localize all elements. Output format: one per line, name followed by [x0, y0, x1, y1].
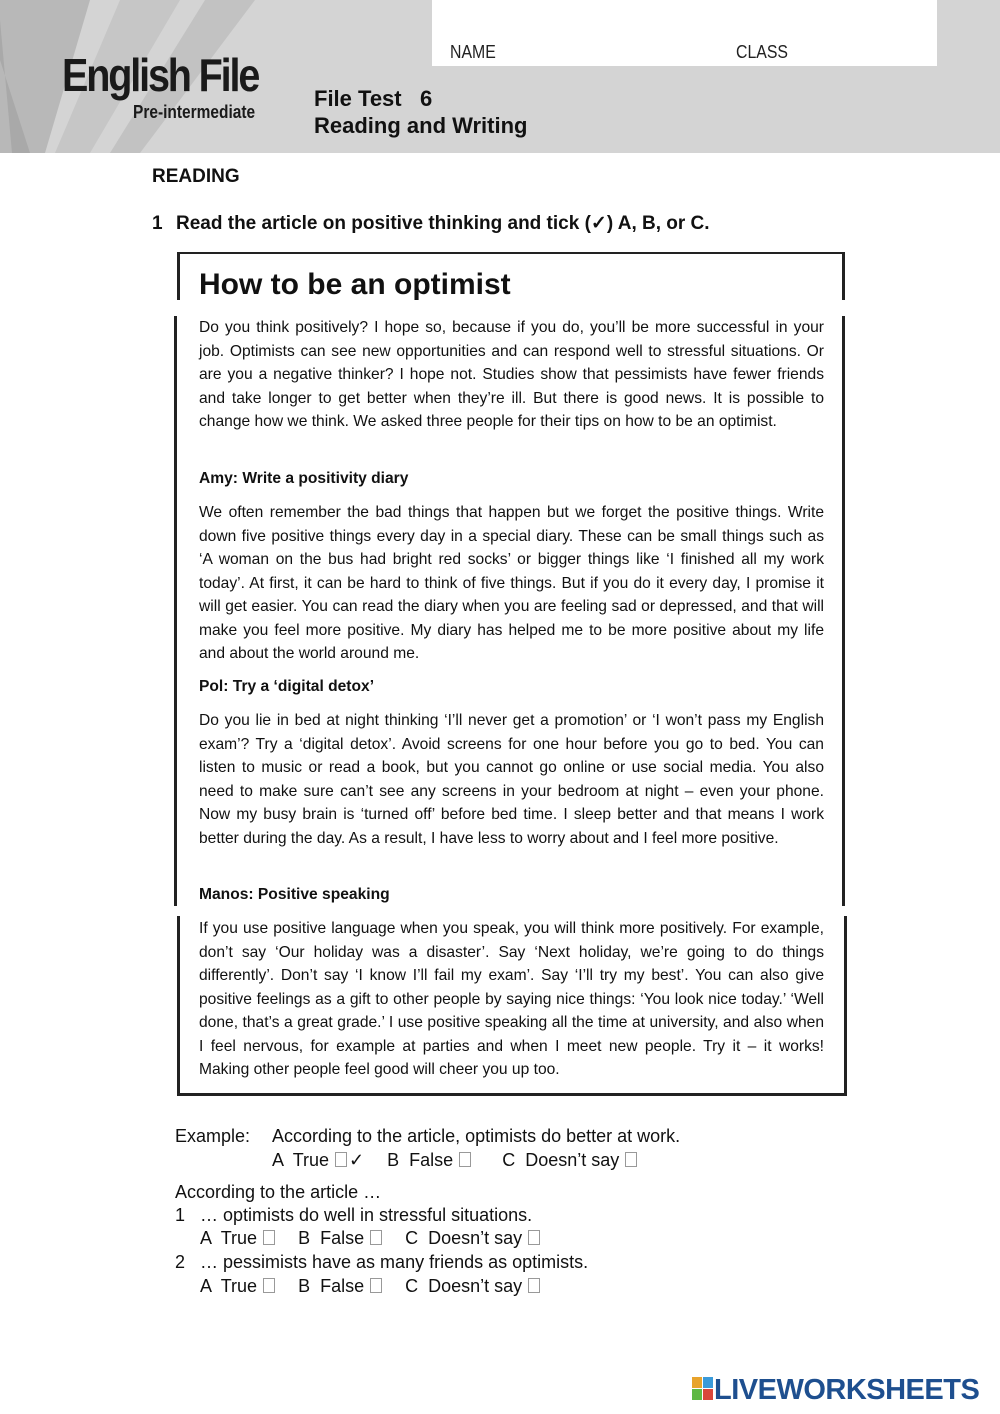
- article-title: How to be an optimist: [199, 268, 511, 301]
- section-heading-amy: Amy: Write a positivity diary: [199, 470, 409, 487]
- q2-checkbox-a[interactable]: [263, 1278, 275, 1293]
- section-heading-pol: Pol: Try a ‘digital detox’: [199, 678, 375, 695]
- test-title: File Test 6: [314, 86, 433, 111]
- article-intro: Do you think positively? I hope so, because if you do, you’ll be more successful in your job. Optimists can see new opportunities and can respond well to stressful situations. Or are you a negative thinker? I hope not. Studies show that pessimists have fewer friends and take longer to get better when they’re ill. But there is good news. It is possible to change how we think. We asked three people for their tips on how to be an optimist.: [199, 319, 824, 430]
- q2-option-a: A True: [200, 1276, 258, 1296]
- example-checkbox-b: [459, 1152, 471, 1167]
- q1-option-c: C Doesn’t say: [405, 1228, 523, 1248]
- question-options-1: [200, 1228, 540, 1249]
- section-text-amy: We often remember the bad things that happen but we forget the positive things. Write down five positive things every day in a special diary. These can be small things such as ‘A woman on the bus had bright red socks’ or bigger things like ‘I finished all my work today’. At first, it can be hard to think of five things. But if you do it every day, I promise it will get easier. You can read the diary when you are feeling sad or depressed, and that will make you feel more positive. My diary has helped me to be more positive about my life and about the world around me.: [199, 504, 824, 662]
- example-checkbox-c: [625, 1152, 637, 1167]
- question-statement-1: … optimists do well in stressful situations.: [200, 1205, 533, 1225]
- instruction-text: Read the article on positive thinking and tick (✓) A, B, or C.: [176, 213, 710, 234]
- example-options: [272, 1150, 637, 1171]
- question-statement-2: … pessimists have as many friends as optimists.: [200, 1252, 589, 1272]
- questions-lead: According to the article …: [175, 1182, 382, 1202]
- tick-icon: ✓: [349, 1150, 365, 1170]
- question-number-2: 2: [175, 1252, 186, 1272]
- test-subtitle: Reading and Writing: [314, 113, 528, 138]
- liveworksheets-logo-icon: [692, 1377, 714, 1401]
- liveworksheets-text: LIVEWORKSHEETS: [714, 1374, 980, 1406]
- q1-checkbox-a[interactable]: [263, 1230, 275, 1245]
- logo-subtitle: Pre-intermediate: [133, 102, 256, 122]
- instruction-number: 1: [152, 213, 163, 234]
- section-text-pol: Do you lie in bed at night thinking ‘I’ll never get a promotion’ or ‘I won’t pass my English exam’? Try a ‘digital detox’. Avoid screens for one hour before you go to bed. You can listen to music or read a book, but you cannot go online or use social media. You also need to make sure can’t see any screens in your bedroom at night – even your phone. Now my busy brain is ‘turned off’ before bed time. I sleep better and that means I work better during the day. As a result, I have less to worry about and I feel more positive.: [199, 712, 824, 847]
- header-banner: [0, 0, 1000, 153]
- q1-checkbox-b[interactable]: [370, 1230, 382, 1245]
- example-option-a: A True: [272, 1150, 330, 1170]
- section-text-manos: If you use positive language when you speak, you will think more positively. For example, don’t say ‘Our holiday was a disaster’. Say ‘Next holiday, we’re going to do things differently’. Don’t say ‘I know I’ll fail my exam’. Say ‘I’ll try my best’. You can also give positive feelings as a gift to other people by saying nice things: ‘You look nice today.’ ‘Well done, that’s a great grade.’ I use positive speaking all the time at university, and also when I feel nervous, for example at parties and when I meet new people. Try it – it works! Making other people feel good will cheer you up too.: [199, 920, 824, 1078]
- q2-option-c: C Doesn’t say: [405, 1276, 523, 1296]
- q2-option-b: B False: [298, 1276, 365, 1296]
- q1-option-a: A True: [200, 1228, 258, 1248]
- section-title: READING: [152, 166, 240, 187]
- example-checkbox-a: [335, 1152, 347, 1167]
- q2-checkbox-b[interactable]: [370, 1278, 382, 1293]
- example-label: Example:: [175, 1126, 251, 1146]
- example-option-c: C Doesn’t say: [502, 1150, 620, 1170]
- class-label: CLASS: [736, 42, 788, 62]
- q2-checkbox-c[interactable]: [528, 1278, 540, 1293]
- q1-option-b: B False: [298, 1228, 365, 1248]
- example-statement: According to the article, optimists do better at work.: [272, 1126, 681, 1146]
- example-option-b: B False: [387, 1150, 454, 1170]
- q1-checkbox-c[interactable]: [528, 1230, 540, 1245]
- name-label: NAME: [450, 42, 496, 62]
- question-number-1: 1: [175, 1205, 186, 1225]
- name-class-field[interactable]: [432, 0, 937, 66]
- logo-title: English File: [62, 49, 259, 101]
- section-heading-manos: Manos: Positive speaking: [199, 886, 390, 903]
- question-options-2: [200, 1276, 540, 1297]
- instruction: [152, 212, 710, 235]
